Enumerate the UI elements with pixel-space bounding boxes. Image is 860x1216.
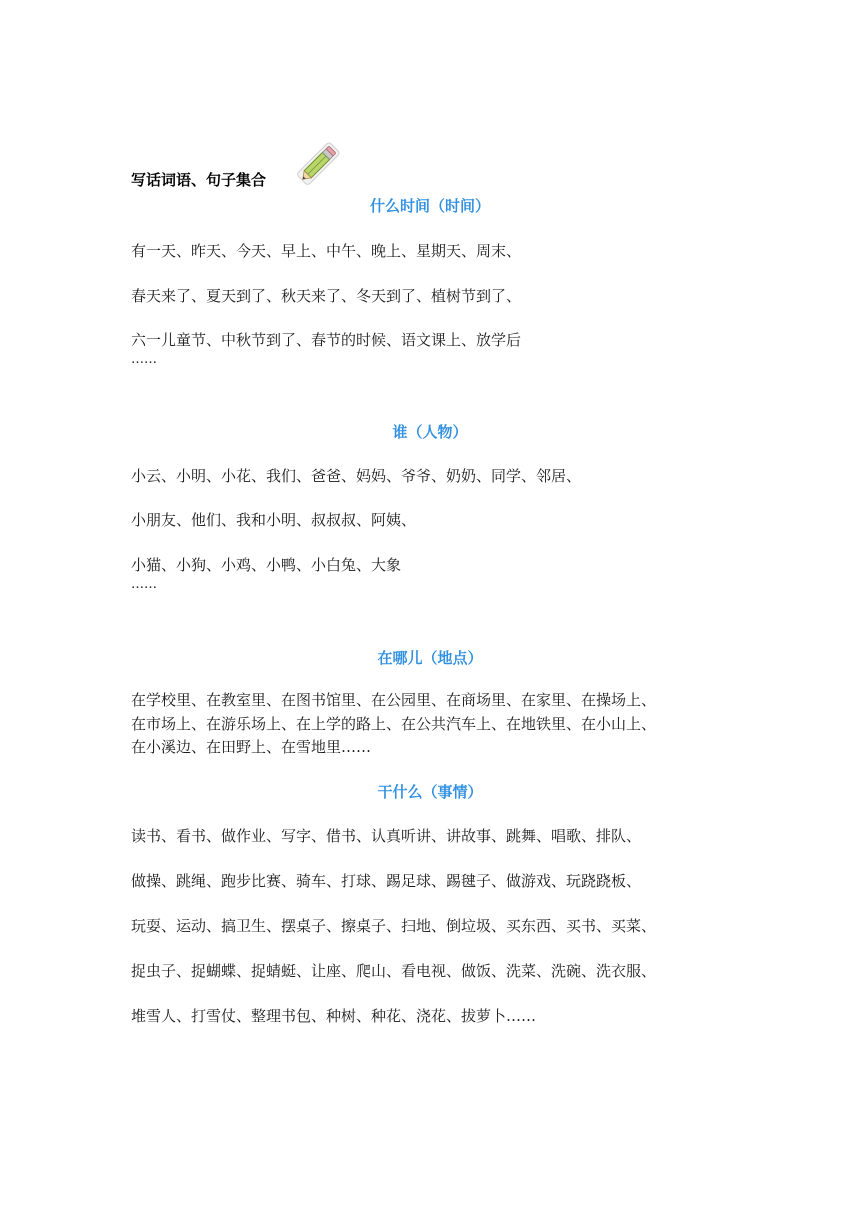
text-line: 小云、小明、小花、我们、爸爸、妈妈、爷爷、奶奶、同学、邻居、 bbox=[131, 467, 582, 485]
text-line: 堆雪人、打雪仗、整理书包、种树、种花、浇花、拔萝卜…… bbox=[131, 1007, 537, 1025]
text-line: 做操、跳绳、跑步比赛、骑车、打球、踢足球、踢毽子、做游戏、玩跷跷板、 bbox=[131, 872, 642, 890]
text-line: 捉虫子、捉蝴蝶、捉蜻蜓、让座、爬山、看电视、做饭、洗菜、洗碗、洗衣服、 bbox=[131, 962, 657, 980]
text-line: 在学校里、在教室里、在图书馆里、在公园里、在商场里、在家里、在操场上、 bbox=[131, 691, 657, 709]
section-heading-place: 在哪儿（地点） bbox=[377, 649, 483, 667]
text-line: 六一儿童节、中秋节到了、春节的时候、语文课上、放学后 bbox=[131, 331, 522, 349]
pencil-icon bbox=[293, 138, 345, 188]
section-heading-time: 什么时间（时间） bbox=[369, 197, 490, 215]
document-title: 写话词语、句子集合 bbox=[131, 171, 267, 189]
section-heading-activity: 干什么（事情） bbox=[377, 783, 483, 801]
text-line: 春天来了、夏天到了、秋天来了、冬天到了、植树节到了、 bbox=[131, 287, 522, 305]
text-line: 小猫、小狗、小鸡、小鸭、小白兔、大象 bbox=[131, 556, 402, 574]
ellipsis: …… bbox=[131, 577, 157, 592]
text-line: 有一天、昨天、今天、早上、中午、晚上、星期天、周末、 bbox=[131, 242, 522, 260]
section-heading-people: 谁（人物） bbox=[392, 423, 468, 441]
ellipsis: …… bbox=[131, 352, 157, 367]
text-line: 在市场上、在游乐场上、在上学的路上、在公共汽车上、在地铁里、在小山上、 bbox=[131, 715, 657, 733]
text-line: 读书、看书、做作业、写字、借书、认真听讲、讲故事、跳舞、唱歌、排队、 bbox=[131, 827, 642, 845]
text-line: 小朋友、他们、我和小明、叔叔叔、阿姨、 bbox=[131, 511, 417, 529]
text-line: 在小溪边、在田野上、在雪地里…… bbox=[131, 738, 372, 756]
text-line: 玩耍、运动、搞卫生、摆桌子、擦桌子、扫地、倒垃圾、买东西、买书、买菜、 bbox=[131, 917, 657, 935]
